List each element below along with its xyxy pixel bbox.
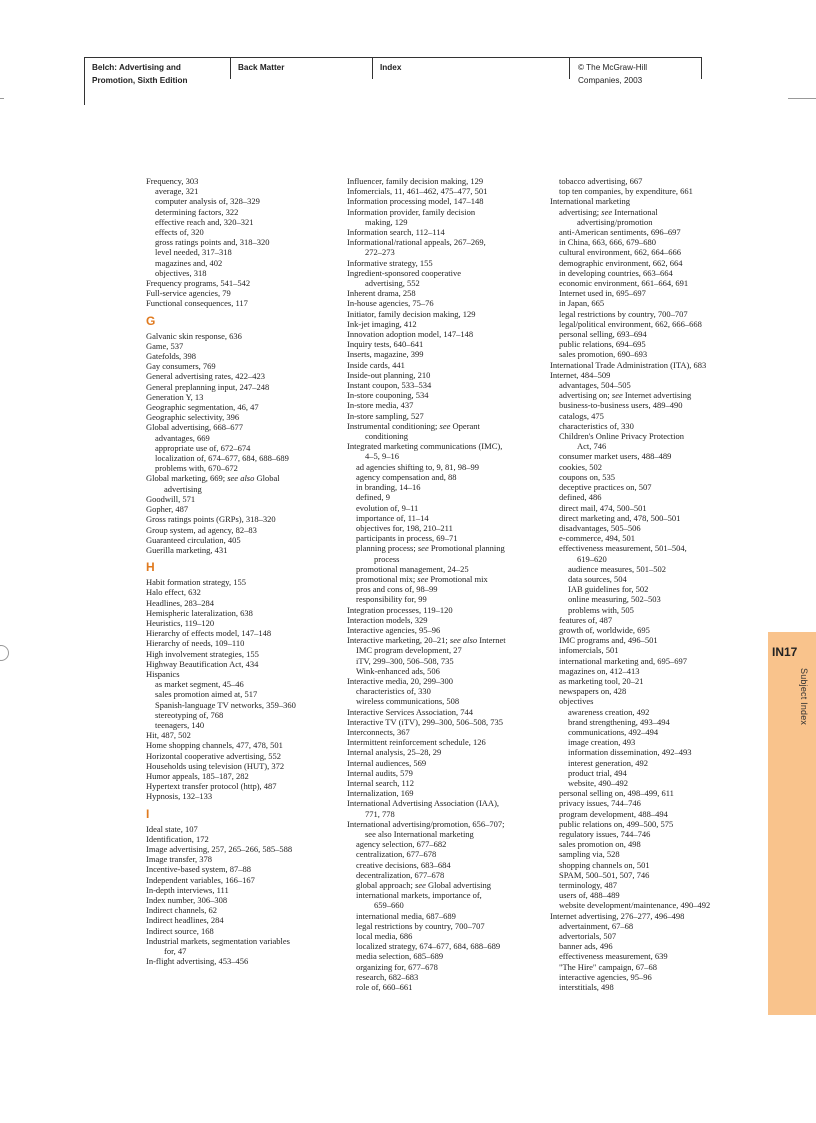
index-subentry: terminology, 487: [559, 880, 617, 891]
index-subentry: program development, 488–494: [559, 808, 668, 819]
index-subentry: in Japan, 665: [559, 298, 605, 309]
index-subentry: direct mail, 474, 500–501: [559, 502, 647, 513]
index-subentry: average, 321: [155, 186, 199, 197]
index-subentry: privacy issues, 744–746: [559, 798, 641, 809]
index-subentry: problems with, 670–672: [155, 463, 238, 474]
index-subentry: 619–620: [577, 553, 607, 564]
index-subentry: advertising on; see Internet advertising: [559, 390, 692, 401]
index-entry: Highway Beautification Act, 434: [146, 658, 259, 669]
index-entry: Hypnosis, 132–133: [146, 791, 213, 802]
index-subentry: effects of, 320: [155, 227, 204, 238]
header-divider: [230, 57, 231, 79]
index-subentry: 659–660: [374, 900, 404, 911]
index-entry: Industrial markets, segmentation variables: [146, 935, 290, 946]
index-subentry: effectiveness measurement, 639: [559, 951, 668, 962]
index-subentry: as marketing tool, 20–21: [559, 675, 644, 686]
index-entry: Informative strategy, 155: [347, 257, 433, 268]
index-subentry: regulatory issues, 744–746: [559, 829, 651, 839]
index-subentry: awareness creation, 492: [568, 706, 650, 717]
index-subentry: SPAM, 500–501, 507, 746: [559, 869, 650, 880]
index-subentry: global approach; see Global advertising: [356, 880, 492, 891]
index-entry: Halo effect, 632: [146, 587, 201, 598]
index-entry: Information processing model, 147–148: [347, 196, 484, 207]
index-entry: Hispanics: [146, 668, 180, 679]
index-entry: International marketing: [550, 196, 631, 207]
index-entry: Humor appeals, 185–187, 282: [146, 770, 249, 781]
index-subentry: catalogs, 475: [559, 410, 604, 421]
index-subentry: economic environment, 661–664, 691: [559, 278, 689, 289]
index-entry: Goodwill, 571: [146, 493, 196, 504]
index-subentry: interstitials, 498: [559, 982, 614, 993]
index-subentry: magazines on, 412–413: [559, 665, 640, 676]
index-subentry: newspapers on, 428: [559, 686, 627, 697]
index-subentry: legal/political environment, 662, 666–668: [559, 318, 702, 329]
index-entry: Intermittent reinforcement schedule, 126: [347, 737, 486, 748]
index-entry: Independent variables, 166–167: [146, 874, 255, 885]
index-entry: Index number, 306–308: [146, 895, 228, 905]
section-label: Subject Index: [799, 668, 809, 726]
index-subentry: IMC program development, 27: [356, 645, 462, 656]
index-entry: Gay consumers, 769: [146, 361, 216, 372]
index-subentry: in developing countries, 663–664: [559, 267, 673, 278]
index-subentry: audience measures, 501–502: [568, 563, 666, 574]
header-section: Back Matter: [238, 63, 285, 72]
index-subentry: international markets, importance of,: [356, 890, 482, 901]
index-subentry: demographic environment, 662, 664: [559, 257, 683, 268]
index-subentry: cultural environment, 662, 664–666: [559, 247, 682, 258]
index-entry: Internal analysis, 25–28, 29: [347, 747, 442, 758]
header-rule: [84, 57, 702, 58]
index-column-2: [347, 176, 506, 992]
index-subentry: business-to-business users, 489–490: [559, 400, 683, 411]
index-entry: Hit, 487, 502: [146, 730, 191, 741]
index-entry: High involvement strategies, 155: [146, 648, 259, 659]
index-entry: Global marketing, 669; see also Global: [146, 473, 280, 484]
index-subentry: sampling via, 528: [559, 849, 620, 860]
index-entry: Interconnects, 367: [347, 726, 410, 737]
index-entry: Hierarchy of effects model, 147–148: [146, 628, 272, 639]
header-book-line: Promotion, Sixth Edition: [92, 76, 188, 85]
index-entry: Functional consequences, 117: [146, 298, 248, 309]
index-entry: Indirect headlines, 284: [146, 915, 224, 926]
header-divider: [701, 57, 702, 79]
header-divider: [84, 57, 85, 105]
index-subentry: promotional mix; see Promotional mix: [356, 573, 488, 584]
index-entry: Horizontal cooperative advertising, 552: [146, 750, 282, 761]
index-subentry: data sources, 504: [568, 573, 627, 584]
index-entry: Gopher, 487: [146, 504, 189, 515]
index-entry: Hemispheric lateralization, 638: [146, 607, 253, 618]
index-entry: Interactive marketing, 20–21; see also Internet: [347, 635, 506, 646]
index-subentry: Internet used in, 695–697: [559, 288, 646, 299]
header-copyright: [578, 61, 647, 87]
index-entry: Identification, 172: [146, 833, 209, 844]
index-subentry: 771, 778: [365, 808, 395, 819]
index-entry: Guerilla marketing, 431: [146, 544, 228, 555]
index-entry: Ink-jet imaging, 412: [347, 318, 417, 329]
index-subentry: website development/maintenance, 490–492: [559, 900, 711, 911]
index-entry: Interactive TV (iTV), 299–300, 506–508, 735: [347, 716, 503, 727]
index-subentry: 4–5, 9–16: [365, 451, 399, 462]
index-subentry: public relations on, 499–500, 575: [559, 818, 674, 829]
index-entry: Inherent drama, 258: [347, 288, 416, 299]
index-entry: Indirect source, 168: [146, 925, 214, 936]
index-subentry: localization of, 674–677, 684, 688–689: [155, 453, 289, 464]
index-subentry: advertising: [164, 483, 202, 494]
index-subentry: see also International marketing: [365, 829, 474, 839]
index-entry: International Advertising Association (IAA),: [347, 798, 500, 809]
index-subentry: legal restrictions by country, 700–707: [356, 920, 485, 931]
index-subentry: advertainment, 67–68: [559, 920, 634, 931]
index-entry: Internal audiences, 569: [347, 757, 427, 768]
index-entry: Inserts, magazine, 399: [347, 349, 424, 360]
crop-mark: [788, 98, 816, 99]
index-subentry: shopping channels on, 501: [559, 859, 650, 870]
index-subentry: interest generation, 492: [568, 757, 649, 768]
index-subentry: media selection, 685–689: [356, 951, 444, 962]
index-entry: Game, 537: [146, 340, 184, 351]
header-divider: [372, 57, 373, 79]
index-subentry: iTV, 299–300, 506–508, 735: [356, 655, 454, 666]
index-subentry: centralization, 677–678: [356, 849, 437, 860]
index-entry: Hypertext transfer protocol (http), 487: [146, 781, 277, 792]
index-subentry: advertising; see International: [559, 206, 658, 217]
index-entry: Instrumental conditioning; see Operant: [347, 420, 480, 431]
index-subentry: research, 682–683: [356, 971, 419, 982]
index-entry: Full-service agencies, 79: [146, 288, 231, 299]
index-subentry: objectives: [559, 696, 594, 707]
index-subentry: for, 47: [164, 946, 187, 957]
index-subentry: creative decisions, 683–684: [356, 859, 451, 870]
index-subentry: localized strategy, 674–677, 684, 688–689: [356, 941, 501, 952]
index-subentry: "The Hire" campaign, 67–68: [559, 961, 658, 972]
index-subentry: teenagers, 140: [155, 719, 205, 730]
index-subentry: infomercials, 501: [559, 645, 619, 656]
index-subentry: promotional management, 24–25: [356, 563, 469, 574]
index-subentry: as market segment, 45–46: [155, 679, 244, 690]
index-subentry: website, 490–492: [568, 777, 628, 788]
index-entry: Internal audits, 579: [347, 767, 413, 778]
index-entry: Information provider, family decision: [347, 206, 476, 217]
index-subentry: process: [374, 553, 400, 564]
index-entry: In-flight advertising, 453–456: [146, 956, 249, 967]
index-subentry: personal selling, 693–694: [559, 329, 647, 340]
header-chapter: Index: [380, 63, 402, 72]
header-divider: [569, 57, 570, 79]
page-number: IN17: [772, 645, 798, 659]
index-subentry: advertorials, 507: [559, 931, 617, 942]
index-entry: Frequency, 303: [146, 176, 199, 186]
index-subentry: international marketing and, 695–697: [559, 655, 687, 666]
index-entry: Ideal state, 107: [146, 823, 198, 834]
index-subentry: top ten companies, by expenditure, 661: [559, 186, 693, 197]
index-entry: Infomercials, 11, 461–462, 475–477, 501: [347, 186, 488, 197]
index-entry: Internal search, 112: [347, 777, 414, 788]
running-header: [84, 57, 702, 105]
index-entry: International Trade Administration (ITA), 683: [550, 359, 707, 370]
index-subentry: pros and cons of, 98–99: [356, 584, 438, 595]
index-column-3: [550, 176, 710, 992]
index-entry: Image transfer, 378: [146, 854, 212, 865]
index-subentry: evolution of, 9–11: [356, 502, 419, 513]
index-subentry: magazines and, 402: [155, 257, 223, 268]
index-entry: Interactive agencies, 95–96: [347, 624, 441, 635]
index-entry: Integration processes, 119–120: [347, 604, 453, 615]
index-subentry: planning process; see Promotional planning: [356, 543, 505, 554]
index-subentry: advantages, 504–505: [559, 380, 631, 391]
index-entry: Internalization, 169: [347, 788, 414, 799]
index-entry: Gross ratings points (GRPs), 318–320: [146, 514, 276, 525]
index-entry: Headlines, 283–284: [146, 597, 214, 608]
index-subentry: defined, 9: [356, 492, 390, 503]
index-entry: Interactive Services Association, 744: [347, 706, 474, 717]
index-entry: Inside-out planning, 210: [347, 369, 431, 380]
index-subentry: objectives, 318: [155, 267, 207, 278]
index-subentry: defined, 486: [559, 492, 602, 503]
index-subentry: cookies, 502: [559, 461, 602, 472]
index-subentry: in China, 663, 666, 679–680: [559, 237, 657, 248]
index-letter-heading: I: [146, 806, 150, 821]
index-column-1: [146, 176, 296, 966]
index-subentry: consumer market users, 488–489: [559, 451, 672, 462]
index-entry: Interactive media, 20, 299–300: [347, 675, 453, 686]
index-subentry: conditioning: [365, 431, 408, 442]
header-book-title: [92, 61, 188, 87]
index-entry: Ingredient-sponsored cooperative: [347, 267, 461, 278]
index-subentry: advertising, 552: [365, 278, 420, 289]
index-entry: Guaranteed circulation, 405: [146, 534, 241, 545]
index-entry: In-store media, 437: [347, 400, 414, 411]
index-subentry: determining factors, 322: [155, 206, 239, 217]
index-subentry: Spanish-language TV networks, 359–360: [155, 699, 296, 710]
index-entry: Incentive-based system, 87–88: [146, 864, 252, 875]
index-subentry: tobacco advertising, 667: [559, 176, 643, 186]
index-entry: Inside cards, 441: [347, 359, 405, 370]
index-subentry: in branding, 14–16: [356, 482, 421, 493]
index-subentry: Wink-enhanced ads, 506: [356, 665, 440, 676]
index-subentry: legal restrictions by country, 700–707: [559, 308, 688, 319]
index-subentry: computer analysis of, 328–329: [155, 196, 260, 207]
index-subentry: communications, 492–494: [568, 726, 659, 737]
index-entry: General advertising rates, 422–423: [146, 371, 265, 382]
index-entry: Households using television (HUT), 372: [146, 760, 285, 771]
index-subentry: effective reach and, 320–321: [155, 216, 254, 227]
index-entry: Hierarchy of needs, 109–110: [146, 638, 245, 649]
index-entry: Inquiry tests, 640–641: [347, 339, 424, 350]
index-subentry: international media, 687–689: [356, 910, 456, 921]
index-subentry: wireless communications, 508: [356, 696, 460, 707]
index-entry: Frequency programs, 541–542: [146, 278, 251, 289]
index-entry: General preplanning input, 247–248: [146, 381, 270, 392]
index-subentry: participants in process, 69–71: [356, 533, 458, 544]
index-subentry: decentralization, 677–678: [356, 869, 445, 880]
index-entry: Internet advertising, 276–277, 496–498: [550, 910, 685, 921]
index-subentry: characteristics of, 330: [356, 686, 431, 697]
index-subentry: effectiveness measurement, 501–504,: [559, 543, 687, 554]
index-entry: Heuristics, 119–120: [146, 617, 215, 628]
index-subentry: sales promotion aimed at, 517: [155, 689, 258, 700]
index-subentry: anti-American sentiments, 696–697: [559, 227, 681, 238]
index-subentry: importance of, 11–14: [356, 512, 429, 523]
index-subentry: sales promotion, 690–693: [559, 349, 648, 360]
index-subentry: direct marketing and, 478, 500–501: [559, 512, 681, 523]
index-entry: Influencer, family decision making, 129: [347, 176, 484, 186]
index-subentry: sales promotion on, 498: [559, 839, 641, 850]
index-subentry: product trial, 494: [568, 767, 627, 778]
index-entry: Internet, 484–509: [550, 369, 611, 380]
index-subentry: growth of, worldwide, 695: [559, 624, 650, 635]
index-subentry: Act, 746: [577, 441, 607, 452]
index-entry: Galvanic skin response, 636: [146, 330, 242, 341]
index-entry: Informational/rational appeals, 267–269,: [347, 237, 486, 248]
index-entry: Instant coupon, 533–534: [347, 380, 432, 391]
index-subentry: information dissemination, 492–493: [568, 747, 692, 758]
index-entry: In-house agencies, 75–76: [347, 298, 434, 309]
index-subentry: personal selling on, 498–499, 611: [559, 788, 674, 799]
index-subentry: making, 129: [365, 216, 408, 227]
index-subentry: objectives for, 198, 210–211: [356, 522, 453, 533]
index-entry: Global advertising, 668–677: [146, 422, 244, 433]
header-copyright-line: © The McGraw-Hill: [578, 63, 648, 72]
header-copyright-line: Companies, 2003: [578, 76, 643, 85]
index-subentry: brand strengthening, 493–494: [568, 716, 670, 727]
index-entry: Indirect channels, 62: [146, 905, 218, 916]
index-letter-heading: G: [146, 313, 156, 328]
index-subentry: image creation, 493: [568, 737, 636, 748]
registration-mark: [0, 645, 9, 661]
index-subentry: responsibility for, 99: [356, 594, 427, 605]
index-subentry: ad agencies shifting to, 9, 81, 98–99: [356, 461, 479, 472]
index-subentry: public relations, 694–695: [559, 339, 646, 350]
index-subentry: problems with, 505: [568, 604, 634, 615]
index-subentry: interactive agencies, 95–96: [559, 971, 652, 982]
index-subentry: online measuring, 502–503: [568, 594, 661, 605]
index-subentry: e-commerce, 494, 501: [559, 533, 635, 544]
index-entry: Geographic selectivity, 396: [146, 412, 240, 423]
index-letter-heading: H: [146, 560, 155, 575]
index-entry: Geographic segmentation, 46, 47: [146, 402, 259, 413]
index-subentry: 272–273: [365, 247, 395, 258]
index-entry: International advertising/promotion, 656–707;: [347, 818, 505, 829]
index-subentry: agency selection, 677–682: [356, 839, 447, 850]
index-entry: Interaction models, 329: [347, 614, 428, 625]
index-subentry: role of, 660–661: [356, 982, 413, 993]
index-subentry: local media, 686: [356, 931, 413, 942]
header-book-line: Belch: Advertising and: [92, 63, 181, 72]
index-subentry: IMC programs and, 496–501: [559, 635, 658, 646]
index-subentry: coupons on, 535: [559, 471, 615, 482]
index-entry: Gatefolds, 398: [146, 351, 197, 362]
index-entry: In-store couponing, 534: [347, 390, 429, 401]
index-subentry: Children's Online Privacy Protection: [559, 431, 684, 442]
index-entry: Information search, 112–114: [347, 227, 445, 238]
index-entry: Innovation adoption model, 147–148: [347, 329, 474, 340]
index-entry: In-depth interviews, 111: [146, 884, 229, 895]
index-entry: Initiator, family decision making, 129: [347, 308, 476, 319]
index-subentry: stereotyping of, 768: [155, 709, 224, 720]
crop-mark: [0, 98, 4, 99]
index-subentry: advantages, 669: [155, 432, 210, 443]
index-subentry: IAB guidelines for, 502: [568, 584, 649, 595]
index-subentry: users of, 488–489: [559, 890, 620, 901]
index-subentry: advertising/promotion: [577, 216, 653, 227]
index-subentry: banner ads, 496: [559, 941, 613, 952]
index-entry: Integrated marketing communications (IMC),: [347, 441, 503, 452]
index-subentry: organizing for, 677–678: [356, 961, 438, 972]
index-subentry: features of, 487: [559, 614, 613, 625]
index-entry: Generation Y, 13: [146, 391, 204, 402]
index-entry: Home shopping channels, 477, 478, 501: [146, 740, 283, 751]
index-subentry: agency compensation and, 88: [356, 471, 457, 482]
index-entry: Image advertising, 257, 265–266, 585–588: [146, 843, 293, 854]
index-subentry: disadvantages, 505–506: [559, 522, 641, 533]
index-subentry: level needed, 317–318: [155, 247, 232, 258]
index-subentry: gross ratings points and, 318–320: [155, 237, 270, 248]
index-entry: Habit formation strategy, 155: [146, 577, 247, 588]
index-entry: In-store sampling, 527: [347, 410, 424, 421]
index-subentry: characteristics of, 330: [559, 420, 634, 431]
index-subentry: deceptive practices on, 507: [559, 482, 652, 493]
index-entry: Group system, ad agency, 82–83: [146, 524, 257, 535]
index-subentry: appropriate use of, 672–674: [155, 442, 251, 453]
